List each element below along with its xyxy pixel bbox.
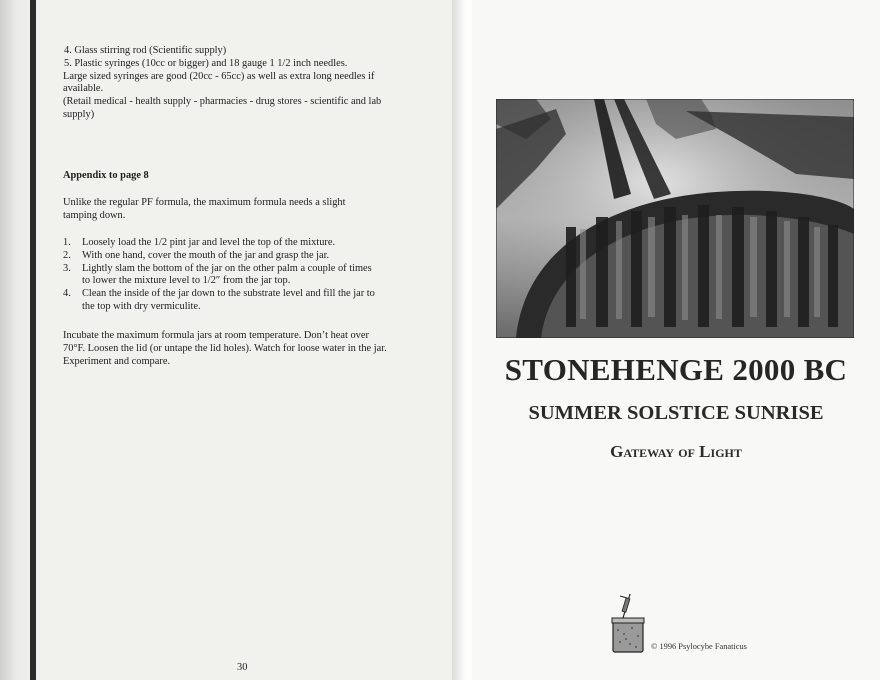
copyright-notice: © 1996 Psylocybe Fanaticus: [651, 642, 747, 651]
supplies-line: (Retail medical - health supply - pharmacies - drug stores - scientific and lab: [63, 96, 382, 108]
appendix-title: Appendix to page 8: [63, 170, 149, 181]
step-number: 2.: [63, 249, 71, 261]
step-item: [63, 237, 423, 250]
step-text: to lower the mixture level to 1/2″ from the jar top.: [82, 275, 291, 287]
tagline: Gateway of Light: [610, 442, 742, 461]
intro-line: tamping down.: [63, 209, 126, 221]
stonehenge-photo: [496, 99, 854, 338]
step-number: 1.: [63, 237, 71, 248]
appendix-intro: [63, 197, 423, 223]
syringe-jar-icon: [610, 592, 646, 656]
supplies-line: 5. Plastic syringes (10cc or bigger) and 18 gauge 1 1/2 inch needles.: [64, 57, 348, 69]
title: STONEHENGE 2000 BC: [504, 352, 848, 387]
steps-list: [63, 237, 423, 314]
supplies-line: Large sized syringes are good (20cc - 65cc) as well as extra long needles if: [63, 70, 375, 82]
page-number: 30: [237, 662, 248, 673]
step-number: 3.: [63, 262, 71, 274]
step-text: With one hand, cover the mouth of the jar and grasp the jar.: [82, 249, 330, 261]
supplies-line: 4. Glass stirring rod (Scientific supply): [64, 45, 227, 56]
step-number: 4.: [63, 288, 71, 300]
step-text: Lightly slam the bottom of the jar on the other palm a couple of times: [82, 262, 372, 274]
intro-line: Unlike the regular PF formula, the maximum formula needs a slight: [63, 197, 346, 208]
closing-line: 70°F. Loosen the lid (or untape the lid holes). Watch for loose water in the jar.: [63, 342, 387, 354]
left-page-binding-edge: [0, 0, 42, 680]
supplies-line: available.: [63, 83, 104, 95]
step-text: the top with dry vermiculite.: [82, 300, 201, 312]
step-item: [63, 263, 423, 289]
closing-line: Incubate the maximum formula jars at room temperature. Don’t heat over: [63, 330, 369, 341]
step-text: Loosely load the 1/2 pint jar and level the top of the mixture.: [82, 237, 336, 248]
closing-line: Experiment and compare.: [63, 355, 171, 367]
step-item: [63, 250, 423, 263]
step-text: Clean the inside of the jar down to the substrate level and fill the jar to: [82, 288, 375, 300]
subtitle: SUMMER SOLSTICE SUNRISE: [528, 402, 824, 424]
supplies-line: supply): [63, 108, 95, 120]
step-item: [63, 288, 423, 314]
supplies-list: [63, 45, 423, 122]
closing-paragraph: [63, 330, 423, 368]
